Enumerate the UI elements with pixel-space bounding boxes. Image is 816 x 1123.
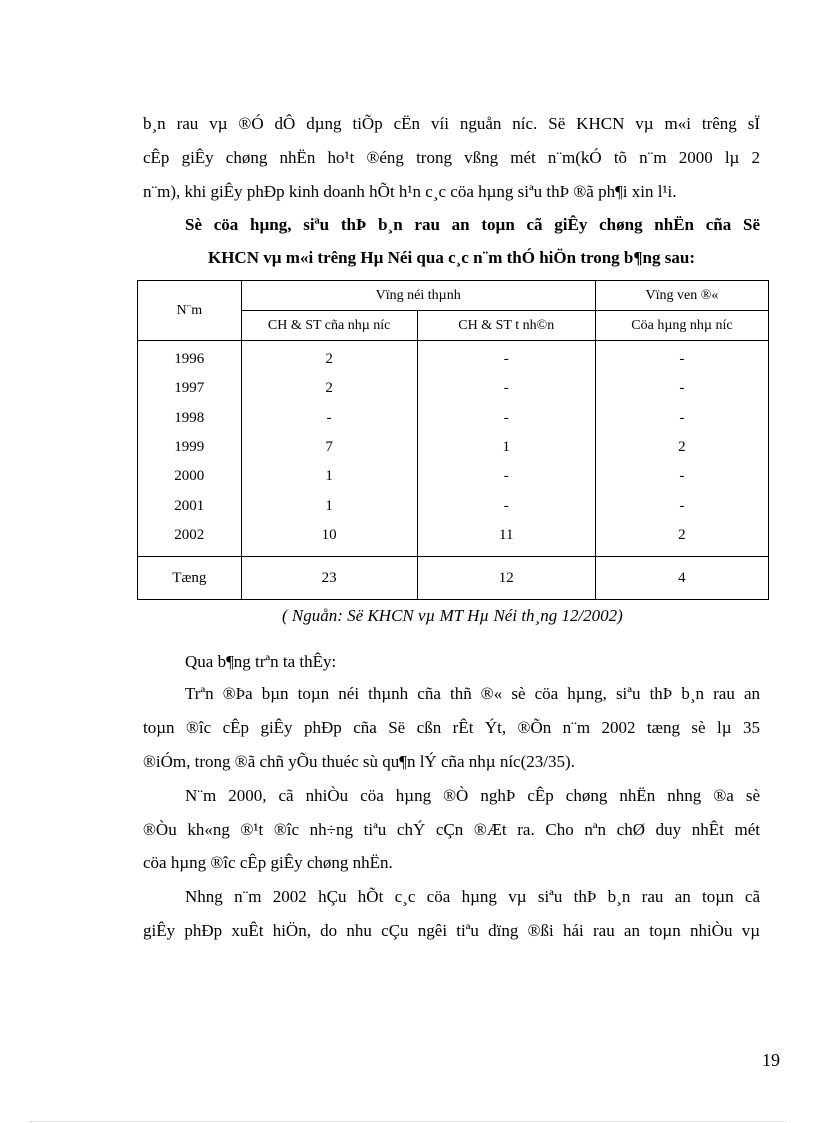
private-value-cell: 11	[417, 521, 595, 557]
table-row	[138, 433, 769, 462]
private-value-cell: -	[417, 404, 595, 433]
column-header-state-stores: CH & ST cña nhµ níc	[241, 311, 417, 341]
table-row	[138, 404, 769, 433]
page-bottom-divider	[30, 1121, 786, 1122]
table-row	[138, 341, 769, 375]
column-header-private-stores: CH & ST t nh©n	[417, 311, 595, 341]
outer-value-cell: 2	[595, 521, 768, 557]
paragraph-2: Qua b¶ng trªn ta thÊy:	[185, 652, 337, 671]
total-label-cell: Tæng	[138, 557, 242, 600]
private-value-cell: 1	[417, 433, 595, 462]
table-row	[138, 374, 769, 403]
total-private-cell: 12	[417, 557, 595, 600]
certified-stores-table	[137, 280, 769, 600]
paragraph-5-line-2: giÊy phÐp xuÊt hiÖn, do nhu cÇu ngêi tiªu dïng ®ßi hái rau an toµn nhiÒu vµ	[143, 921, 760, 940]
table-row	[138, 462, 769, 491]
paragraph-3-line-2: toµn ®îc cÊp giÊy phÐp cña Së cßn rÊt Ýt, ®Õn n¨m 2002 tæng sè lµ 35	[143, 718, 760, 737]
total-outer-cell: 4	[595, 557, 768, 600]
table-row	[138, 491, 769, 520]
outer-value-cell: 2	[595, 433, 768, 462]
state-value-cell: -	[241, 404, 417, 433]
paragraph-3-line-1: Trªn ®Þa bµn toµn néi thµnh cña thñ ®« sè cöa hµng, siªu thÞ b¸n rau an	[185, 684, 760, 703]
paragraph-4-line-1: N¨m 2000, cã nhiÒu cöa hµng ®Ò nghÞ cÊp chøng nhËn nhng ®a sè	[185, 786, 760, 805]
outer-value-cell: -	[595, 341, 768, 375]
table-heading-line-2: KHCN vµ m«i trêng Hµ Néi qua c¸c n¨m thÓ hiÖn trong b¶ng sau:	[207, 248, 695, 267]
page-number: 19	[762, 1050, 780, 1070]
paragraph-1-line-3: n¨m), khi giÊy phÐp kinh doanh hÕt h¹n c¸c cöa hµng siªu thÞ ®ã ph¶i xin l¹i.	[143, 182, 677, 201]
total-state-cell: 23	[241, 557, 417, 600]
state-value-cell: 10	[241, 521, 417, 557]
private-value-cell: -	[417, 341, 595, 375]
year-cell: 1999	[138, 433, 242, 462]
private-value-cell: -	[417, 462, 595, 491]
state-value-cell: 2	[241, 341, 417, 375]
paragraph-4-line-2: ®Òu kh«ng ®¹t ®îc nh÷ng tiªu chÝ cÇn ®Æt ra. Cho nªn chØ duy nhÊt mét	[143, 820, 760, 839]
year-cell: 2000	[138, 462, 242, 491]
year-cell: 1996	[138, 341, 242, 375]
paragraph-1-line-1: b¸n rau vµ ®Ó dÔ dµng tiÕp cËn víi nguån níc. Së KHCN vµ m«i trêng sÏ	[143, 114, 760, 133]
total-row	[138, 557, 769, 600]
outer-value-cell: -	[595, 462, 768, 491]
column-header-year: N¨m	[138, 281, 242, 341]
year-cell: 2002	[138, 521, 242, 557]
paragraph-3-line-3: ®iÓm, trong ®ã chñ yÕu thuéc sù qu¶n lÝ cña nhµ níc(23/35).	[143, 752, 575, 771]
table-heading-line-1: Sè cöa hµng, siªu thÞ b¸n rau an toµn cã giÊy chøng nhËn cña Së	[185, 215, 760, 234]
outer-value-cell: -	[595, 374, 768, 403]
year-cell: 1997	[138, 374, 242, 403]
state-value-cell: 1	[241, 491, 417, 520]
private-value-cell: -	[417, 491, 595, 520]
state-value-cell: 7	[241, 433, 417, 462]
year-cell: 1998	[138, 404, 242, 433]
column-group-suburban: Vïng ven ®«	[595, 281, 768, 311]
state-value-cell: 1	[241, 462, 417, 491]
table-row	[138, 521, 769, 557]
paragraph-5-line-1: Nhng n¨m 2002 hÇu hÕt c¸c cöa hµng vµ siªu thÞ b¸n rau an toµn cã	[185, 887, 760, 906]
state-value-cell: 2	[241, 374, 417, 403]
outer-value-cell: -	[595, 404, 768, 433]
table-source-note: ( Nguån: Së KHCN vµ MT Hµ Néi th¸ng 12/2002)	[282, 606, 623, 625]
year-cell: 2001	[138, 491, 242, 520]
column-group-inner-city: Vïng néi thµnh	[241, 281, 595, 311]
outer-value-cell: -	[595, 491, 768, 520]
column-header-state-shops: Cöa hµng nhµ níc	[595, 311, 768, 341]
paragraph-4-line-3: cöa hµng ®îc cÊp giÊy chøng nhËn.	[143, 853, 393, 872]
private-value-cell: -	[417, 374, 595, 403]
paragraph-1-line-2: cÊp giÊy chøng nhËn ho¹t ®éng trong vßng mét n¨m(kÓ tõ n¨m 2000 lµ 2	[143, 148, 760, 167]
